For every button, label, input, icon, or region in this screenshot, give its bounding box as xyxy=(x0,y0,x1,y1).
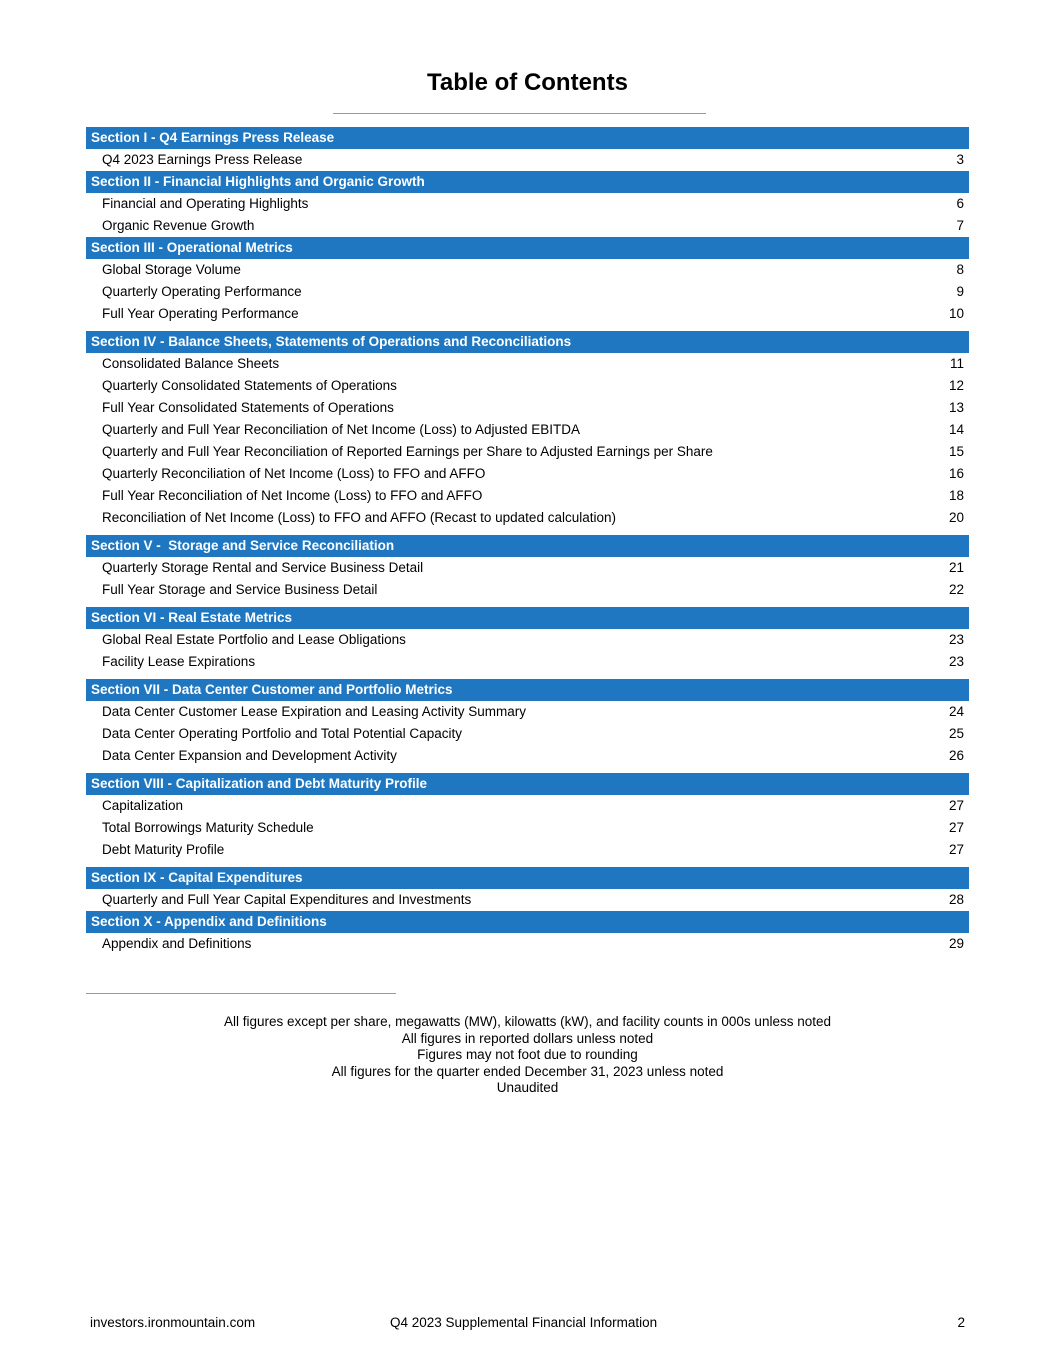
title-divider xyxy=(333,113,706,114)
entry-page-number: 15 xyxy=(948,444,964,459)
entry-label: Global Real Estate Portfolio and Lease Obligations xyxy=(102,632,406,647)
section-header: Section II - Financial Highlights and Organic Growth xyxy=(86,171,969,193)
toc-entry[interactable] xyxy=(86,507,969,529)
entry-page-number: 3 xyxy=(956,152,964,167)
note-line: All figures except per share, megawatts (MW), kilowatts (kW), and facility counts in 000s unless noted xyxy=(224,1014,831,1029)
section-header: Section IV - Balance Sheets, Statements of Operations and Reconciliations xyxy=(86,331,969,353)
toc-entry[interactable] xyxy=(86,353,969,375)
toc-section xyxy=(86,237,969,325)
entry-label: Quarterly Consolidated Statements of Operations xyxy=(102,378,397,393)
toc-section xyxy=(86,607,969,673)
entry-label: Full Year Consolidated Statements of Operations xyxy=(102,400,394,415)
entry-page-number: 8 xyxy=(956,262,964,277)
entry-label: Global Storage Volume xyxy=(102,262,241,277)
entry-label: Full Year Storage and Service Business Detail xyxy=(102,582,378,597)
toc-entry[interactable] xyxy=(86,839,969,861)
entry-label: Q4 2023 Earnings Press Release xyxy=(102,152,303,167)
entry-label: Capitalization xyxy=(102,798,184,813)
toc-entry[interactable] xyxy=(86,651,969,673)
toc-entry[interactable] xyxy=(86,557,969,579)
entry-page-number: 21 xyxy=(948,560,964,575)
entry-page-number: 26 xyxy=(948,748,964,763)
section-header: Section X - Appendix and Definitions xyxy=(86,911,969,933)
toc-entry[interactable] xyxy=(86,259,969,281)
entry-page-number: 10 xyxy=(948,306,964,321)
toc-entry[interactable] xyxy=(86,149,969,171)
toc-entry[interactable] xyxy=(86,817,969,839)
toc-entry[interactable] xyxy=(86,579,969,601)
entry-label: Appendix and Definitions xyxy=(102,936,252,951)
entry-page-number: 18 xyxy=(948,488,964,503)
toc-entry[interactable] xyxy=(86,701,969,723)
toc-entry[interactable] xyxy=(86,419,969,441)
note-line: All figures in reported dollars unless noted xyxy=(401,1030,654,1046)
entry-label: Quarterly and Full Year Reconciliation of Reported Earnings per Share to Adjusted Earnings per Share xyxy=(102,444,713,459)
toc-section xyxy=(86,679,969,767)
entry-page-number: 24 xyxy=(948,704,964,719)
toc-entry[interactable] xyxy=(86,193,969,215)
toc-entry[interactable] xyxy=(86,463,969,485)
footer-document-title: Q4 2023 Supplemental Financial Information xyxy=(390,1315,658,1330)
entry-label: Consolidated Balance Sheets xyxy=(102,356,280,371)
entry-page-number: 14 xyxy=(948,422,964,437)
section-header: Section VIII - Capitalization and Debt Maturity Profile xyxy=(86,773,969,795)
toc-entry[interactable] xyxy=(86,485,969,507)
entry-page-number: 11 xyxy=(949,356,964,371)
toc-entry[interactable] xyxy=(86,215,969,237)
entry-label: Quarterly Storage Rental and Service Business Detail xyxy=(102,560,424,575)
entry-page-number: 25 xyxy=(948,726,964,741)
toc-entry[interactable] xyxy=(86,375,969,397)
entry-label: Quarterly and Full Year Capital Expenditures and Investments xyxy=(102,892,472,907)
entry-label: Total Borrowings Maturity Schedule xyxy=(102,820,314,835)
entry-label: Data Center Expansion and Development Activity xyxy=(102,748,397,763)
entry-label: Quarterly Operating Performance xyxy=(102,284,302,299)
note-line: All figures for the quarter ended December 31, 2023 unless noted xyxy=(331,1063,724,1079)
entry-label: Full Year Operating Performance xyxy=(102,306,299,321)
toc-entry[interactable] xyxy=(86,281,969,303)
toc-entry[interactable] xyxy=(86,629,969,651)
section-header: Section V - Storage and Service Reconciliation xyxy=(86,535,969,557)
entry-label: Full Year Reconciliation of Net Income (Loss) to FFO and AFFO xyxy=(102,488,483,503)
entry-page-number: 27 xyxy=(948,798,964,813)
toc-section xyxy=(86,911,969,955)
entry-page-number: 12 xyxy=(948,378,964,393)
notes-divider xyxy=(86,993,396,994)
entry-label: Quarterly Reconciliation of Net Income (Loss) to FFO and AFFO xyxy=(102,466,486,481)
entry-page-number: 13 xyxy=(948,400,964,415)
section-header: Section VI - Real Estate Metrics xyxy=(86,607,969,629)
entry-label: Facility Lease Expirations xyxy=(102,654,256,669)
entry-label: Reconciliation of Net Income (Loss) to FFO and AFFO (Recast to updated calculation) xyxy=(102,510,616,525)
toc-entry[interactable] xyxy=(86,441,969,463)
notes-block xyxy=(0,1014,1055,1097)
entry-page-number: 29 xyxy=(948,936,964,951)
entry-label: Debt Maturity Profile xyxy=(102,842,225,857)
entry-label: Financial and Operating Highlights xyxy=(102,196,309,211)
section-header: Section IX - Capital Expenditures xyxy=(86,867,969,889)
toc-section xyxy=(86,867,969,911)
entry-page-number: 23 xyxy=(948,632,964,647)
note-line: Figures may not foot due to rounding xyxy=(417,1047,638,1063)
entry-page-number: 27 xyxy=(948,820,964,835)
entry-page-number: 9 xyxy=(956,284,964,299)
entry-page-number: 28 xyxy=(948,892,964,907)
toc-section xyxy=(86,127,969,171)
entry-page-number: 20 xyxy=(948,510,964,525)
entry-page-number: 7 xyxy=(956,218,964,233)
toc-entry[interactable] xyxy=(86,933,969,955)
toc-section xyxy=(86,331,969,529)
entry-page-number: 27 xyxy=(948,842,964,857)
page-title: Table of Contents xyxy=(427,69,628,96)
entry-label: Organic Revenue Growth xyxy=(102,218,255,233)
entry-page-number: 16 xyxy=(948,466,964,481)
toc-entry[interactable] xyxy=(86,889,969,911)
entry-label: Data Center Customer Lease Expiration and Leasing Activity Summary xyxy=(102,704,526,719)
section-header: Section VII - Data Center Customer and Portfolio Metrics xyxy=(86,679,969,701)
toc-entry[interactable] xyxy=(86,795,969,817)
section-header: Section III - Operational Metrics xyxy=(86,237,969,259)
toc-section xyxy=(86,535,969,601)
entry-page-number: 23 xyxy=(948,654,964,669)
entry-page-number: 22 xyxy=(948,582,964,597)
page-footer xyxy=(90,1314,965,1332)
table-of-contents xyxy=(86,127,969,955)
toc-section xyxy=(86,773,969,861)
entry-page-number: 6 xyxy=(956,196,964,211)
toc-entry[interactable] xyxy=(86,303,969,325)
entry-label: Quarterly and Full Year Reconciliation of Net Income (Loss) to Adjusted EBITDA xyxy=(102,422,580,437)
entry-label: Data Center Operating Portfolio and Total Potential Capacity xyxy=(102,726,462,741)
toc-entry[interactable] xyxy=(86,397,969,419)
section-header: Section I - Q4 Earnings Press Release xyxy=(86,127,969,149)
toc-entry[interactable] xyxy=(86,745,969,767)
toc-section xyxy=(86,171,969,237)
footer-page-number: 2 xyxy=(957,1315,965,1330)
footer-website-link[interactable]: investors.ironmountain.com xyxy=(90,1315,256,1330)
note-line: Unaudited xyxy=(496,1080,559,1096)
toc-entry[interactable] xyxy=(86,723,969,745)
